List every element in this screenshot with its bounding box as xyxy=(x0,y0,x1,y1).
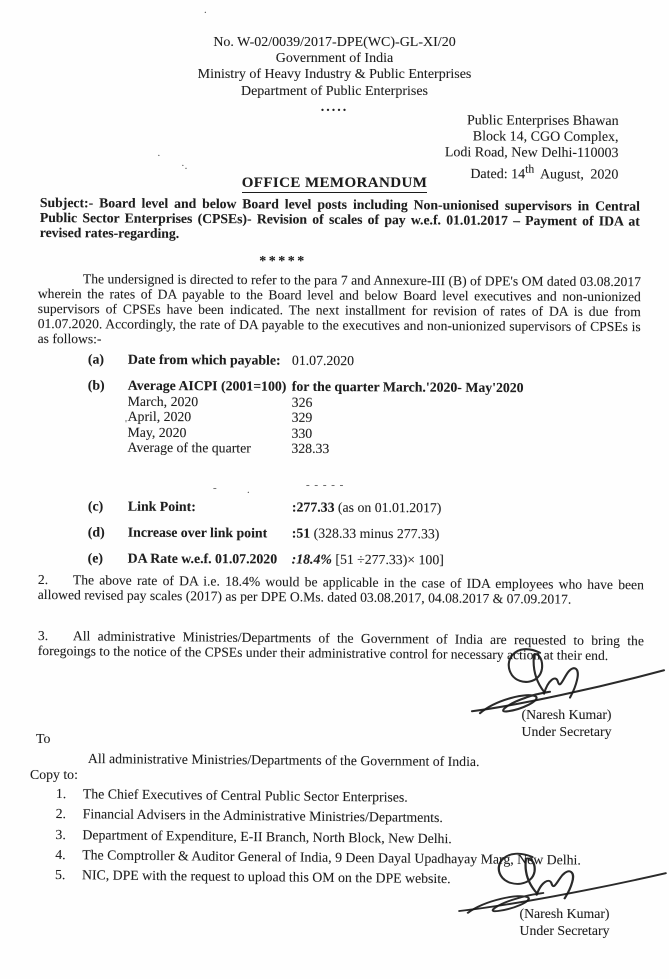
subject-block: Subject:- Board level and below Board level posts including Non-unionised supervisors in Central Public Sector Enterprises (CPSEs)- Revision of scales of pay w.e.f. 01.01.2017 – Payment of IDA at revised rates-regarding. xyxy=(39,195,640,242)
aicpi-month: March, 2020 xyxy=(127,393,199,410)
item-e-row xyxy=(0,550,645,569)
item-d-name: Increase over link point xyxy=(127,524,268,541)
item-c-label: (c) xyxy=(87,498,104,514)
item-e-name: DA Rate w.e.f. 01.07.2020 xyxy=(127,550,278,567)
copy-item-number: 5. xyxy=(54,867,66,883)
paragraph-2-number: 2. xyxy=(37,572,49,588)
date-line: Dated: 14th August, 2020 xyxy=(470,162,619,183)
date-ordinal-suffix: th xyxy=(525,162,535,176)
signatory-title: Under Secretary xyxy=(519,922,610,938)
signatory-block xyxy=(489,707,644,740)
item-c-row xyxy=(0,498,645,517)
org-line-ministry: Ministry of Heavy Industry & Public Enterprises xyxy=(197,67,472,83)
item-a-name: Date from which payable: xyxy=(127,351,281,368)
item-e-label: (e) xyxy=(87,550,104,566)
address-line: Public Enterprises Bhawan xyxy=(467,113,619,129)
scan-artifact-dot: . xyxy=(204,4,207,16)
aicpi-month: May, 2020 xyxy=(127,424,187,440)
copy-item-text: Department of Expenditure, E-II Branch, North Block, New Delhi. xyxy=(82,826,452,846)
paragraph-2: 2. The above rate of DA i.e. 18.4% would be applicable in the case of IDA employees who have been allowed revised pay scales (2017) as per DPE O.Ms. dated 03.08.2017, 04.08.2017 & 07.09.2017. xyxy=(37,572,644,607)
memo-title: OFFICE MEMORANDUM xyxy=(241,175,428,191)
aicpi-value: 329 xyxy=(291,410,313,426)
item-list-ab xyxy=(0,351,645,459)
item-b-quarter: for the quarter March.'2020- May'2020 xyxy=(291,378,524,396)
item-b-name: Average AICPI (2001=100) xyxy=(127,377,287,394)
copy-item-text: The Comptroller & Auditor General of India, 9 Deen Dayal Upadhayay Marg, New Delhi. xyxy=(82,847,581,868)
paragraph-1: The undersigned is directed to refer to the para 7 and Annexure-III (B) of DPE's OM dated 03.08.2017 wherein the rates of DA payable to the Board level and below Board level executives and non-unionized supervisors of CPSEs have been indicated. The next installment for revision of rates of DA is due from 01.07.2020. Accordingly, the rate of DA payable to the executives and non-unionized supervisors of CPSEs is as follows:- xyxy=(37,271,641,347)
org-line-government: Government of India xyxy=(275,51,394,67)
scan-artifact-dashes: - - - - - xyxy=(306,479,345,491)
item-c-name: Link Point: xyxy=(127,498,196,515)
item-e-value: :18.4% [51 ÷277.33)× 100] xyxy=(291,551,444,568)
item-d-row xyxy=(0,524,645,543)
signatory-title: Under Secretary xyxy=(521,723,612,739)
copy-item-number: 1. xyxy=(55,785,67,802)
to-recipient: All administrative Ministries/Departments of the Government of India. xyxy=(87,751,480,770)
scan-artifact-speck: · xyxy=(157,150,161,162)
item-b-label: (b) xyxy=(87,377,105,393)
copy-item-text: The Chief Executives of Central Public Sector Enterprises. xyxy=(82,786,408,805)
copy-item-text: NIC, DPE with the request to upload this OM on the DPE website. xyxy=(81,867,451,887)
aicpi-month: April, 2020 xyxy=(127,409,192,425)
copy-to-label: Copy to: xyxy=(30,767,78,782)
aicpi-value: 326 xyxy=(291,394,313,410)
copy-item-number: 4. xyxy=(55,846,66,862)
signatory-block xyxy=(487,906,642,939)
separator-dots: ..... xyxy=(320,99,349,115)
item-list-cde xyxy=(0,498,645,569)
org-line-department: Department of Public Enterprises xyxy=(240,83,428,99)
paragraph-3-number: 3. xyxy=(37,628,49,644)
to-label: To xyxy=(36,731,51,746)
reference-number: No. W-02/0039/2017-DPE(WC)-GL-XI/20 xyxy=(213,35,456,50)
letterhead xyxy=(0,35,669,116)
signatory-name: (Naresh Kumar) xyxy=(521,707,612,722)
item-c-value: :277.33 (as on 01.01.2017) xyxy=(291,499,442,516)
item-a-value: 01.07.2020 xyxy=(291,352,355,369)
scan-artifact-speck: ·. xyxy=(181,160,188,172)
signatory-name: (Naresh Kumar) xyxy=(519,906,610,921)
scan-artifact-tick: ' xyxy=(125,418,127,430)
aicpi-value: 330 xyxy=(291,425,313,441)
copy-item-text: Financial Advisers in the Administrative Ministries/Departments. xyxy=(82,806,443,826)
aicpi-average-label: Average of the quarter xyxy=(127,439,251,456)
scan-artifact-dot: . xyxy=(247,484,250,496)
address-block xyxy=(445,113,619,183)
copy-item-number: 3. xyxy=(55,826,66,842)
scan-artifact-dash: - xyxy=(213,482,223,494)
item-d-label: (d) xyxy=(87,524,105,540)
address-line: Block 14, CGO Complex, xyxy=(473,129,619,145)
address-line: Lodi Road, New Delhi-110003 xyxy=(445,145,619,161)
item-a-row xyxy=(0,351,645,371)
copy-item-number: 2. xyxy=(55,806,67,822)
item-a-label: (a) xyxy=(87,351,105,367)
paragraph-3: 3. All administrative Ministries/Departments of the Government of India are requested to bring the foregoings to the notice of the CPSEs under their administrative control for necessary action at their end. xyxy=(37,628,644,664)
separator-stars: ***** xyxy=(259,254,307,269)
aicpi-row-average xyxy=(0,439,644,458)
aicpi-average-value: 328.33 xyxy=(291,441,330,457)
item-d-value: :51 (328.33 minus 277.33) xyxy=(291,525,440,542)
